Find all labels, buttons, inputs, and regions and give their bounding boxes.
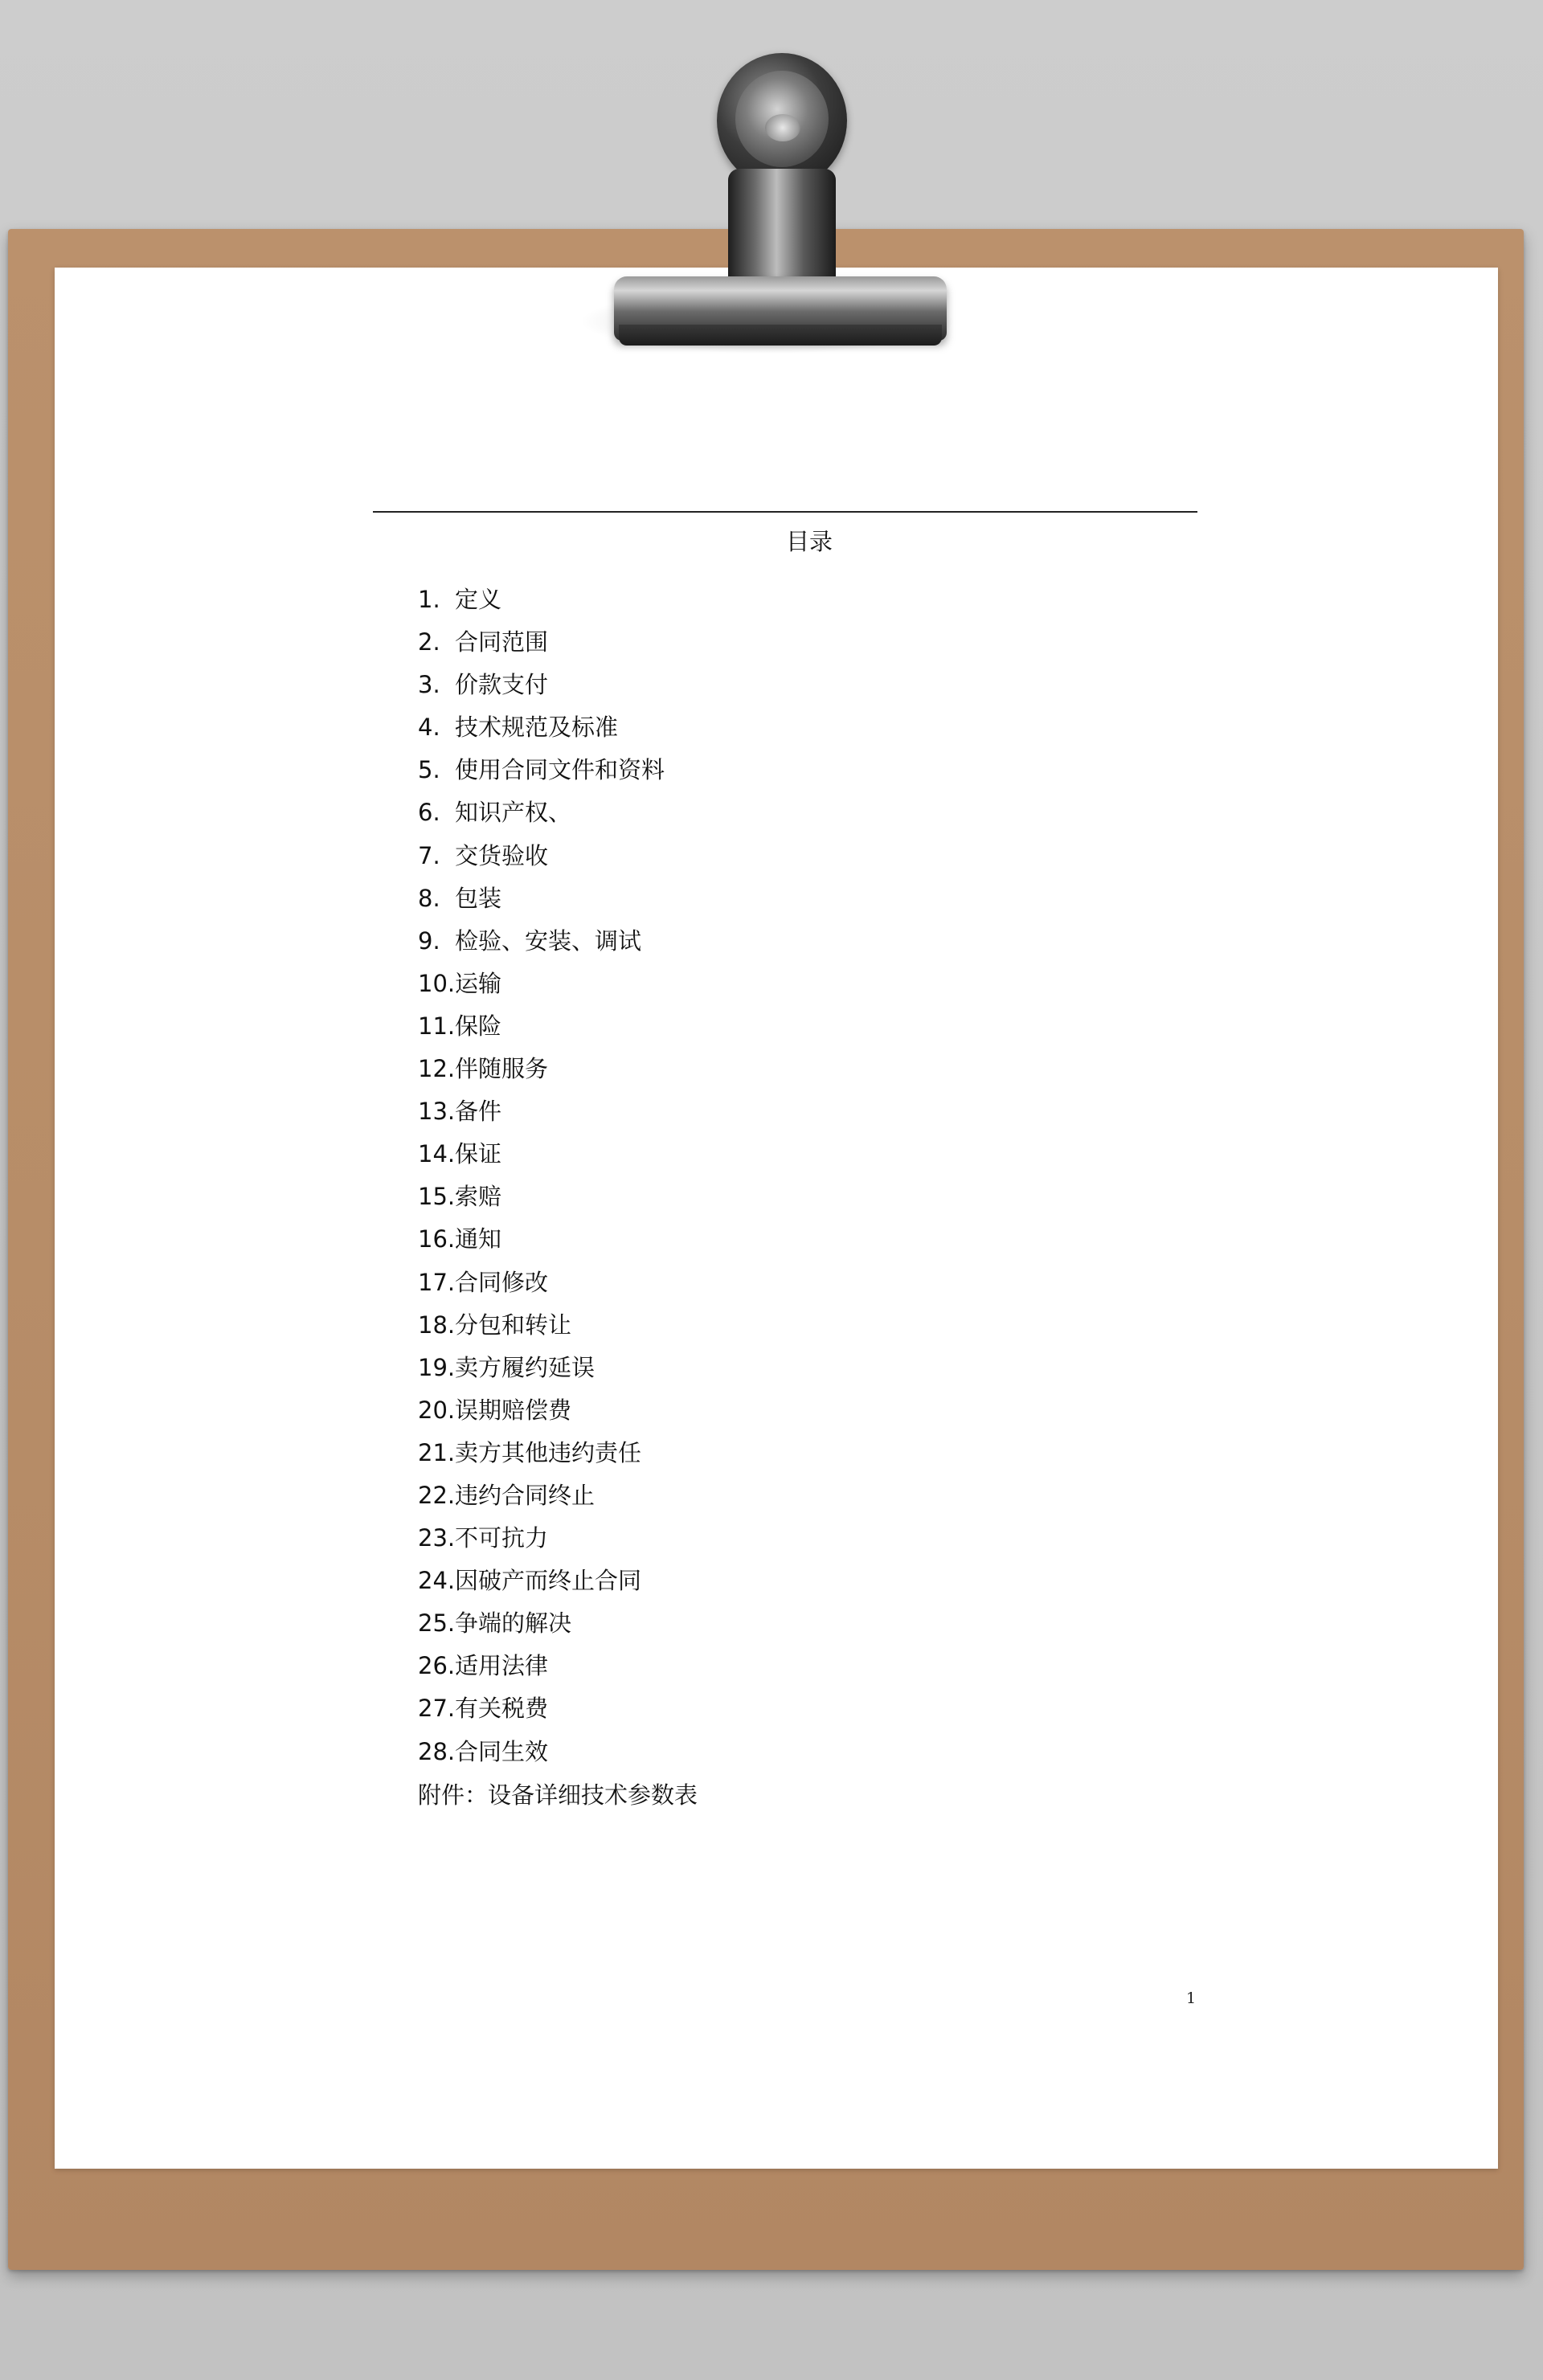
appendix-line: 附件：设备详细技术参数表: [418, 1781, 698, 1809]
toc-item: [418, 579, 665, 621]
toc-item-text: 合同生效: [455, 1737, 549, 1765]
toc-item-number: 18.: [418, 1311, 456, 1339]
toc-item-number: 2.: [418, 628, 440, 656]
toc-item-number: 27.: [418, 1695, 456, 1723]
toc-item: [418, 1389, 665, 1432]
toc-item-text: 违约合同终止: [455, 1481, 596, 1509]
toc-item-text: 有关税费: [455, 1695, 549, 1723]
toc-item-number: 8.: [418, 884, 440, 912]
toc-item-number: 15.: [418, 1183, 456, 1211]
toc-item-text: 合同范围: [455, 628, 549, 656]
toc-item: [418, 1048, 665, 1090]
toc-item-number: 14.: [418, 1140, 456, 1168]
toc-item-number: 4.: [418, 714, 440, 742]
toc-item-text: 备件: [455, 1098, 502, 1126]
toc-item-number: 12.: [418, 1055, 456, 1083]
toc-item: [418, 749, 665, 791]
toc-item-number: 17.: [418, 1268, 456, 1296]
toc-item: [418, 1090, 665, 1133]
toc-item-number: 7.: [418, 841, 440, 869]
toc-item: [418, 963, 665, 1005]
toc-item: [418, 621, 665, 664]
toc-item-text: 卖方履约延误: [455, 1353, 596, 1381]
toc-item-number: 19.: [418, 1353, 456, 1381]
toc-item-text: 因破产而终止合同: [455, 1567, 642, 1595]
toc-item: [418, 1176, 665, 1218]
toc-item-text: 价款支付: [455, 671, 549, 699]
page-number: 1: [1186, 1989, 1197, 2007]
toc-item: [418, 1517, 665, 1560]
toc-item: [418, 1262, 665, 1304]
toc-item: [418, 706, 665, 749]
toc-item: [418, 1005, 665, 1048]
toc-item-text: 索赔: [455, 1183, 502, 1211]
toc-item-number: 16.: [418, 1225, 456, 1253]
toc-item-text: 保险: [455, 1012, 502, 1040]
clip-base-edge: [619, 325, 942, 346]
toc-item-text: 不可抗力: [455, 1524, 549, 1552]
toc-item-number: 23.: [418, 1524, 456, 1552]
toc-item-text: 定义: [455, 586, 502, 613]
toc-item-text: 运输: [455, 969, 502, 997]
toc-item: [418, 1432, 665, 1474]
toc-item-number: 21.: [418, 1438, 456, 1466]
toc-item: [418, 1602, 665, 1645]
toc-list: [418, 579, 665, 1773]
toc-item: [418, 1474, 665, 1517]
toc-item-text: 争端的解决: [455, 1609, 572, 1638]
toc-item-number: 28.: [418, 1737, 456, 1765]
toc-item-number: 9.: [418, 926, 440, 955]
toc-item-number: 24.: [418, 1567, 456, 1595]
toc-item-text: 交货验收: [455, 841, 549, 869]
toc-item-number: 1.: [418, 586, 440, 613]
toc-title: 目录: [785, 528, 833, 555]
clip-neck: [728, 169, 836, 289]
toc-item-text: 使用合同文件和资料: [455, 756, 665, 784]
toc-item: [418, 1218, 665, 1261]
toc-item-number: 10.: [418, 969, 456, 997]
toc-item-text: 保证: [455, 1140, 502, 1168]
toc-item: [418, 1731, 665, 1773]
toc-item-text: 包装: [455, 884, 502, 912]
toc-item-number: 25.: [418, 1609, 456, 1638]
toc-item: [418, 877, 665, 920]
toc-item-text: 分包和转让: [455, 1311, 572, 1339]
toc-item-number: 22.: [418, 1481, 456, 1509]
toc-item-number: 20.: [418, 1396, 456, 1424]
toc-item-text: 卖方其他违约责任: [455, 1438, 642, 1466]
toc-item-text: 误期赔偿费: [455, 1396, 572, 1424]
toc-item: [418, 664, 665, 706]
toc-item-text: 技术规范及标准: [455, 714, 619, 742]
toc-item-text: 合同修改: [455, 1268, 549, 1296]
toc-item-text: 检验、安装、调试: [455, 926, 642, 955]
toc-item-number: 13.: [418, 1098, 456, 1126]
toc-item: [418, 920, 665, 963]
header-rule: [373, 511, 1197, 513]
toc-item-text: 适用法律: [455, 1652, 549, 1680]
toc-item: [418, 1133, 665, 1176]
toc-item-number: 11.: [418, 1012, 456, 1040]
clip-hole: [765, 114, 800, 141]
toc-item-number: 5.: [418, 756, 440, 784]
toc-item: [418, 1645, 665, 1687]
toc-item: [418, 1304, 665, 1347]
toc-item: [418, 835, 665, 877]
toc-item-number: 3.: [418, 671, 440, 699]
toc-item-text: 知识产权、: [455, 799, 572, 827]
toc-item-number: 6.: [418, 799, 440, 827]
toc-item: [418, 1347, 665, 1389]
toc-item-text: 通知: [455, 1225, 502, 1253]
toc-item-number: 26.: [418, 1652, 456, 1680]
toc-item: [418, 1560, 665, 1602]
toc-item: [418, 1687, 665, 1730]
toc-item-text: 伴随服务: [455, 1055, 549, 1083]
toc-item: [418, 791, 665, 834]
